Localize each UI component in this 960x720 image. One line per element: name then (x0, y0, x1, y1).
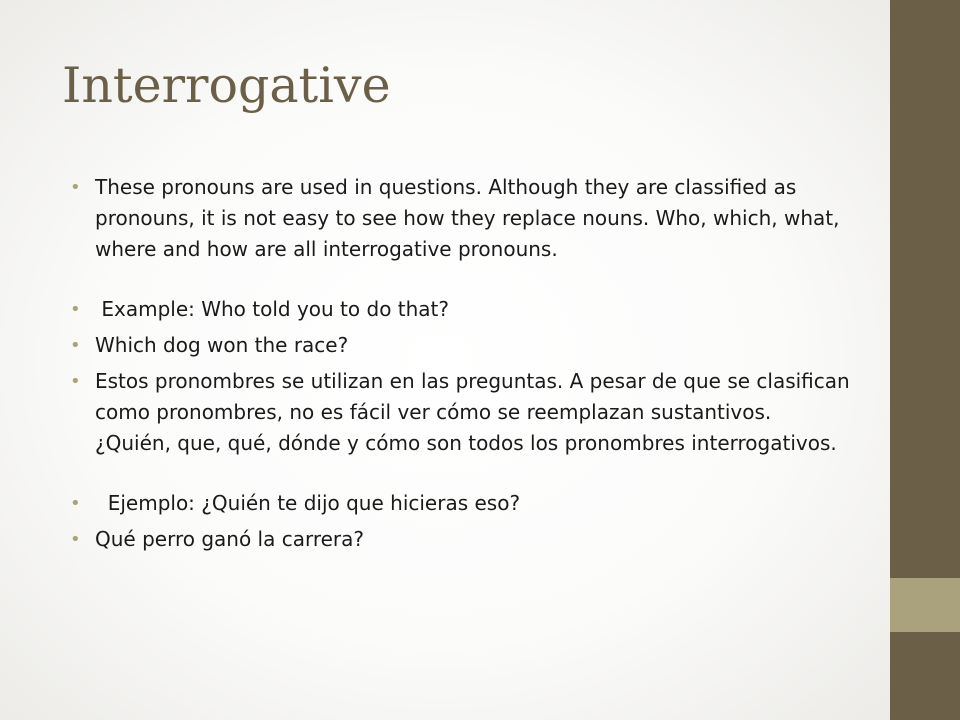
slide-title: Interrogative (62, 57, 391, 114)
bullet-text: Which dog won the race? (95, 333, 349, 357)
bullet-text: Example: Who told you to do that? (95, 297, 450, 321)
bullet-list (70, 172, 850, 560)
bullet-text: Estos pronombres se utilizan en las preguntas. A pesar de que se clasifican como pronombres, no es fácil ver cómo se reemplazan sustantivos. ¿Quién, que, qué, dónde y cómo son todos los pronombres interrogativos. (95, 369, 850, 455)
bullet-marker: • (70, 493, 81, 514)
bullet-item (70, 330, 850, 361)
bullet-text: Ejemplo: ¿Quién te dijo que hicieras eso? (95, 491, 521, 515)
bullet-text: These pronouns are used in questions. Although they are classified as pronouns, it is not easy to see how they replace nouns. Who, which, what, where and how are all interrogative pronouns. (95, 175, 840, 261)
bullet-text: Qué perro ganó la carrera? (95, 527, 365, 551)
bullet-marker: • (70, 371, 81, 392)
bullet-item (70, 172, 850, 265)
bullet-item (70, 524, 850, 555)
sidebar-accent-block (890, 578, 960, 632)
bullet-marker: • (70, 177, 81, 198)
bullet-marker: • (70, 299, 81, 320)
bullet-item (70, 488, 850, 519)
bullet-marker: • (70, 529, 81, 550)
bullet-item (70, 294, 850, 325)
bullet-marker: • (70, 335, 81, 356)
bullet-item (70, 366, 850, 459)
